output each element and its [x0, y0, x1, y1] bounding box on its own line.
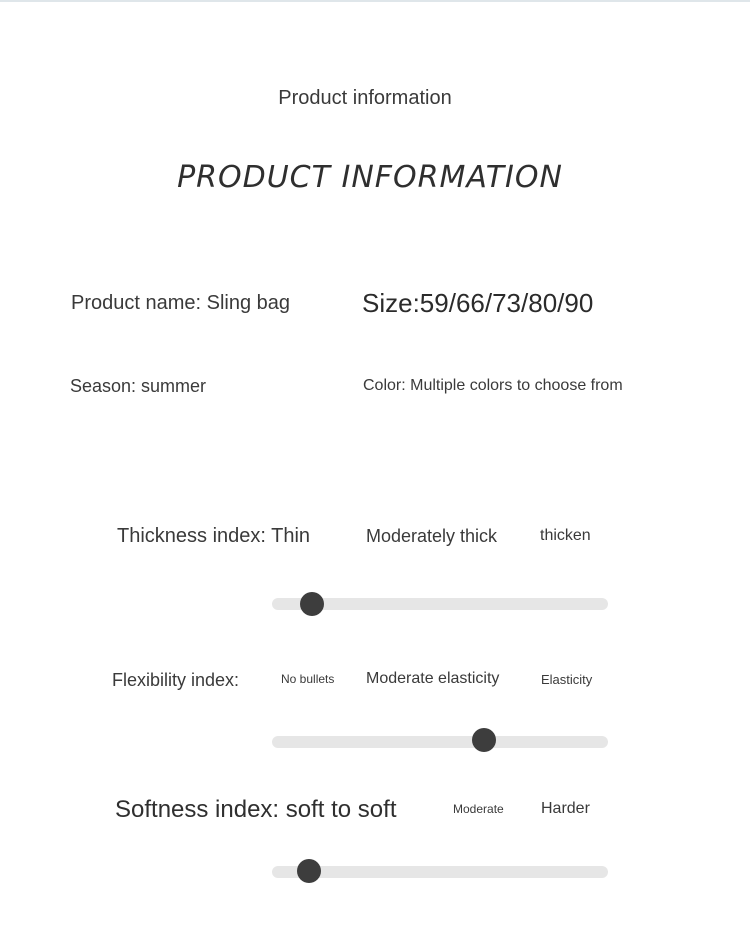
top-border — [0, 0, 750, 2]
thickness-high-label: thicken — [540, 527, 591, 544]
softness-high-label: Harder — [541, 800, 590, 817]
flexibility-mid-label: Moderate elasticity — [366, 670, 500, 687]
softness-slider-track[interactable] — [272, 866, 608, 878]
color-info: Color: Multiple colors to choose from — [363, 377, 623, 394]
softness-slider-knob[interactable] — [297, 859, 321, 883]
thickness-slider-knob[interactable] — [300, 592, 324, 616]
flexibility-slider-track[interactable] — [272, 736, 608, 748]
flexibility-high-label: Elasticity — [541, 672, 593, 687]
flexibility-low-label: No bullets — [281, 672, 335, 686]
thickness-label: Thickness index: Thin — [117, 525, 311, 547]
page-subtitle: Product information — [278, 87, 452, 109]
page-title: PRODUCT INFORMATION — [177, 160, 563, 195]
size-info: Size:59/66/73/80/90 — [362, 288, 594, 318]
flexibility-slider-knob[interactable] — [472, 728, 496, 752]
thickness-mid-label: Moderately thick — [366, 526, 498, 546]
season-info: Season: summer — [70, 376, 207, 396]
flexibility-label: Flexibility index: — [112, 670, 240, 690]
product-name: Product name: Sling bag — [71, 292, 291, 314]
softness-label: Softness index: soft to soft — [115, 796, 397, 823]
softness-mid-label: Moderate — [453, 802, 504, 816]
